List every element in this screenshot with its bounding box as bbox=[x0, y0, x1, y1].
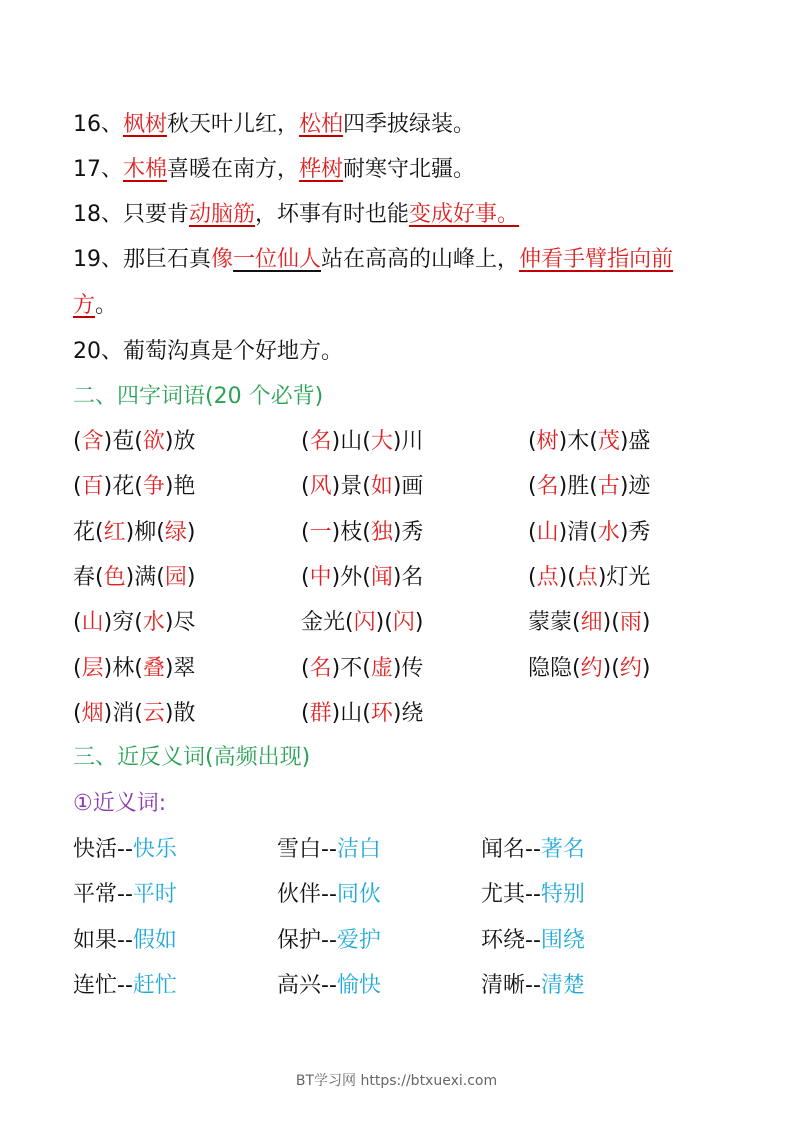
synonym-pair bbox=[481, 835, 585, 865]
sentence-line bbox=[73, 337, 343, 367]
synonym-word: 平常-- bbox=[73, 882, 133, 908]
idiom-item: 花(红)柳(绿) bbox=[73, 519, 196, 545]
idiom-answer: 风 bbox=[309, 474, 332, 500]
sentence-number: 17、 bbox=[73, 157, 123, 182]
idiom-item: (群)山(环)绕 bbox=[301, 700, 424, 726]
synonym-answer: 快乐 bbox=[132, 837, 177, 862]
synonym-answer: 愉快 bbox=[336, 972, 381, 998]
synonym-pair bbox=[277, 971, 381, 1001]
idiom-item: (树)木(茂)盛 bbox=[528, 429, 651, 454]
sentence-text: ，坏事有时也能 bbox=[255, 202, 410, 227]
idiom-item: (点)(点)灯光 bbox=[528, 564, 651, 590]
synonym-pair bbox=[277, 926, 381, 956]
synonym-pair bbox=[277, 880, 381, 910]
idiom-answer: 红 bbox=[103, 519, 126, 545]
synonym-word: 如果-- bbox=[73, 927, 133, 953]
idiom-row bbox=[73, 518, 733, 548]
highlighted-phrase: 木棉 bbox=[123, 157, 168, 182]
idiom-answer: 水 bbox=[597, 519, 620, 545]
idiom-row bbox=[73, 654, 733, 684]
synonym-answer: 洁白 bbox=[336, 837, 381, 862]
idiom-answer: 约 bbox=[580, 655, 603, 681]
idiom-answer: 树 bbox=[536, 429, 559, 454]
synonym-pair bbox=[73, 971, 177, 1001]
idiom-answer: 园 bbox=[164, 564, 187, 590]
idiom-item: (含)苞(欲)放 bbox=[73, 429, 196, 454]
highlighted-phrase: 动脑筋 bbox=[189, 202, 256, 227]
synonym-word: 连忙-- bbox=[73, 972, 133, 998]
synonym-word: 尤其-- bbox=[481, 882, 541, 908]
idiom-item: (名)胜(古)迹 bbox=[528, 474, 651, 500]
idiom-item: 春(色)满(园) bbox=[73, 564, 196, 590]
idiom-item: (名)不(虚)传 bbox=[301, 655, 424, 681]
idiom-answer: 细 bbox=[580, 610, 603, 636]
sentence-text: 。 bbox=[95, 293, 118, 318]
synonym-answer: 同伙 bbox=[336, 882, 381, 908]
idiom-item: (百)花(争)艳 bbox=[73, 474, 196, 500]
highlighted-phrase: 伸看手臂指向前 bbox=[519, 247, 674, 272]
synonym-pair bbox=[73, 835, 177, 865]
idiom-answer: 点 bbox=[536, 564, 559, 590]
idiom-row bbox=[73, 472, 733, 502]
synonym-row bbox=[73, 880, 733, 910]
idiom-item: (中)外(闻)名 bbox=[301, 564, 424, 590]
idiom-item: 金光(闪)(闪) bbox=[301, 610, 424, 636]
idiom-answer: 闪 bbox=[392, 610, 415, 636]
idiom-answer: 山 bbox=[81, 610, 104, 636]
idiom-answer: 欲 bbox=[142, 429, 165, 454]
idiom-answer: 如 bbox=[370, 474, 393, 500]
sentence-line bbox=[73, 155, 475, 185]
idiom-item: (烟)消(云)散 bbox=[73, 700, 196, 726]
idiom-answer: 争 bbox=[142, 474, 165, 500]
synonym-answer: 著名 bbox=[540, 837, 585, 862]
idiom-answer: 约 bbox=[619, 655, 642, 681]
idiom-answer: 名 bbox=[536, 474, 559, 500]
synonym-word: 快活-- bbox=[73, 837, 133, 862]
idiom-row bbox=[73, 608, 733, 638]
idiom-item: 蒙蒙(细)(雨) bbox=[528, 610, 651, 636]
sentence-number: 20、 bbox=[73, 339, 123, 364]
idiom-item: (层)林(叠)翠 bbox=[73, 655, 196, 681]
idiom-answer: 大 bbox=[370, 429, 393, 454]
highlighted-phrase: 方 bbox=[73, 293, 96, 318]
idiom-answer: 环 bbox=[370, 700, 393, 726]
idiom-answer: 含 bbox=[81, 429, 104, 454]
idiom-item: (山)穷(水)尽 bbox=[73, 610, 196, 636]
idiom-answer: 色 bbox=[103, 564, 126, 590]
sentence-line bbox=[73, 245, 673, 275]
idiom-item: (名)山(大)川 bbox=[301, 429, 424, 454]
synonym-word: 清晰-- bbox=[481, 972, 541, 998]
idiom-row bbox=[73, 563, 733, 593]
synonym-answer: 爱护 bbox=[336, 927, 381, 953]
synonym-word: 闻名-- bbox=[481, 837, 541, 862]
idiom-answer: 名 bbox=[309, 429, 332, 454]
idiom-item: (山)清(水)秀 bbox=[528, 519, 651, 545]
highlighted-phrase: 松柏 bbox=[299, 112, 344, 137]
sentence-text: 葡萄沟真是个好地方。 bbox=[123, 339, 344, 364]
highlighted-phrase: 像 bbox=[211, 247, 234, 272]
idiom-answer: 点 bbox=[575, 564, 598, 590]
idiom-answer: 云 bbox=[142, 700, 165, 726]
idiom-item: (风)景(如)画 bbox=[301, 474, 424, 500]
highlighted-phrase: 桦树 bbox=[299, 157, 344, 182]
idiom-row bbox=[73, 699, 733, 729]
synonym-word: 保护-- bbox=[277, 927, 337, 953]
sentence-line bbox=[73, 200, 519, 230]
sentence-text: 喜暖在南方， bbox=[167, 157, 300, 182]
synonym-row bbox=[73, 971, 733, 1001]
synonym-word: 高兴-- bbox=[277, 972, 337, 998]
synonym-answer: 特别 bbox=[540, 882, 585, 908]
idiom-answer: 层 bbox=[81, 655, 104, 681]
idiom-answer: 名 bbox=[309, 655, 332, 681]
synonym-pair bbox=[481, 971, 585, 1001]
idiom-answer: 闪 bbox=[353, 610, 376, 636]
highlighted-phrase: 枫树 bbox=[123, 112, 168, 137]
synonym-answer: 围绕 bbox=[540, 927, 585, 953]
sentence-text: 只要肯 bbox=[123, 202, 190, 227]
idiom-answer: 叠 bbox=[142, 655, 165, 681]
idiom-answer: 雨 bbox=[619, 610, 642, 636]
sentence-line bbox=[73, 110, 475, 140]
idiom-answer: 烟 bbox=[81, 700, 104, 726]
synonym-word: 雪白-- bbox=[277, 837, 337, 862]
synonym-row bbox=[73, 835, 733, 865]
highlighted-phrase: 变成好事。 bbox=[409, 202, 520, 227]
highlighted-phrase: 一位仙人 bbox=[233, 247, 322, 272]
sentence-text: 那巨石真 bbox=[123, 247, 212, 272]
idiom-answer: 百 bbox=[81, 474, 104, 500]
sentence-number: 18、 bbox=[73, 202, 123, 227]
footer-watermark: BT学习网 https://btxuexi.com bbox=[295, 1073, 498, 1089]
synonym-answer: 平时 bbox=[132, 882, 177, 908]
idiom-answer: 山 bbox=[536, 519, 559, 545]
idiom-item: (一)枝(独)秀 bbox=[301, 519, 424, 545]
sentence-text: 站在高高的山峰上， bbox=[321, 247, 520, 272]
idiom-row bbox=[73, 427, 733, 457]
synonym-answer: 清楚 bbox=[540, 972, 585, 998]
sentence-text: 四季披绿装。 bbox=[343, 112, 476, 137]
idiom-answer: 独 bbox=[370, 519, 393, 545]
idiom-answer: 绿 bbox=[164, 519, 187, 545]
synonym-answer: 赶忙 bbox=[132, 972, 177, 998]
sentence-number: 19、 bbox=[73, 247, 123, 272]
sentence-text: 秋天叶儿红， bbox=[167, 112, 300, 137]
synonym-pair bbox=[481, 880, 585, 910]
idiom-answer: 群 bbox=[309, 700, 332, 726]
idiom-answer: 茂 bbox=[597, 429, 620, 454]
idiom-answer: 水 bbox=[142, 610, 165, 636]
synonym-pair bbox=[277, 835, 381, 865]
synonym-pair bbox=[73, 926, 177, 956]
idiom-answer: 一 bbox=[309, 519, 332, 545]
idiom-item: 隐隐(约)(约) bbox=[528, 655, 651, 681]
sentence-line bbox=[73, 291, 117, 321]
section-title-synonyms-antonyms: 三、近反义词(高频出现) bbox=[73, 745, 311, 770]
idiom-answer: 闻 bbox=[370, 564, 393, 590]
sentence-text: 耐寒守北疆。 bbox=[343, 157, 476, 182]
sentence-number: 16、 bbox=[73, 112, 123, 137]
synonym-pair bbox=[481, 926, 585, 956]
subsection-title-synonyms: ①近义词: bbox=[73, 791, 167, 816]
synonym-answer: 假如 bbox=[132, 927, 177, 953]
idiom-answer: 虚 bbox=[370, 655, 393, 681]
synonym-word: 伙伴-- bbox=[277, 882, 337, 908]
idiom-answer: 古 bbox=[597, 474, 620, 500]
synonym-word: 环绕-- bbox=[481, 927, 541, 953]
section-title-four-character-idioms: 二、四字词语(20 个必背) bbox=[73, 384, 324, 409]
synonym-pair bbox=[73, 880, 177, 910]
idiom-answer: 中 bbox=[309, 564, 332, 590]
synonym-row bbox=[73, 926, 733, 956]
